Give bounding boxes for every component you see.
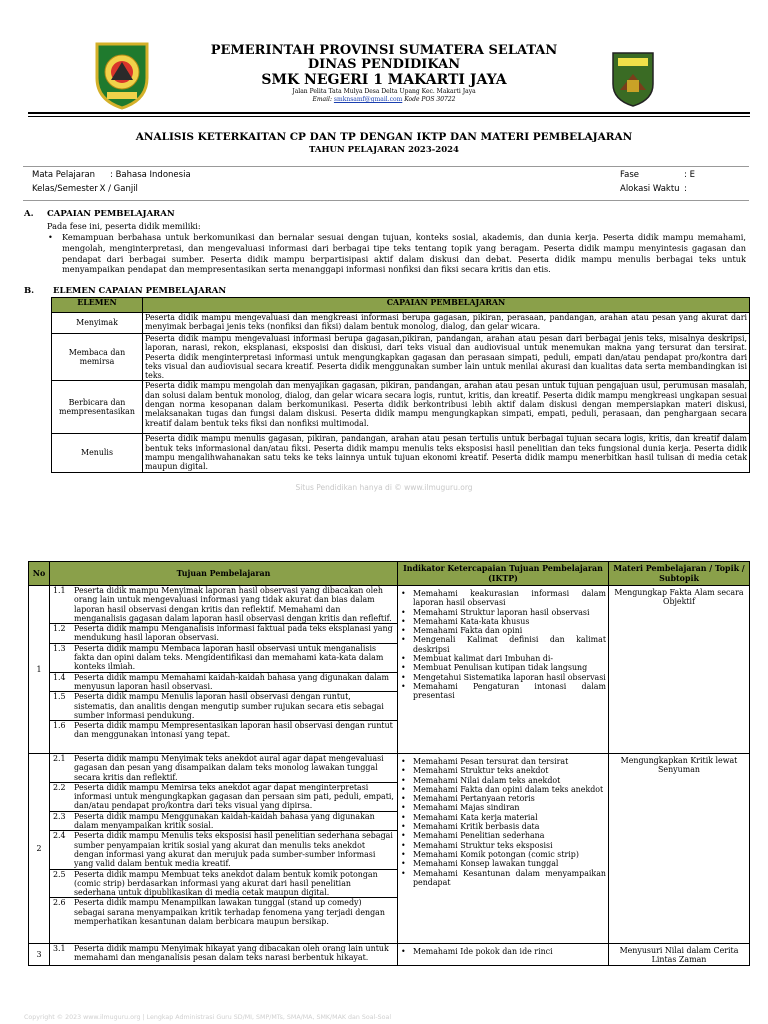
tp-number: 2.5 <box>53 869 66 879</box>
tp-item <box>50 831 397 869</box>
tp-number: 1.3 <box>53 643 66 653</box>
tp-text: Peserta didik mampu Menampilkan lawakan tunggal (stand up comedy) sebagai sarana menyampaikan kritik terhadap fenomena yang terjadi dengan memperhatikan kesantunan dalam berbicara maupun bersikap. <box>74 898 385 927</box>
fase-label: Fase <box>620 170 639 180</box>
table-row <box>52 434 750 472</box>
tp-item <box>50 673 397 693</box>
iktp-item: • Memahami Pesan tersurat dan tersirat <box>400 757 606 766</box>
table-row <box>29 944 750 966</box>
section-a-intro: Pada fese ini, peserta didik memiliki: <box>47 221 201 231</box>
iktp-item: • Memahami Fakta dan opini <box>400 626 606 635</box>
elemen-cell: Berbicara dan mempresentasikan <box>52 381 143 434</box>
tp-item <box>50 783 397 812</box>
tp-table <box>28 561 750 966</box>
tp-number: 2.4 <box>53 831 66 841</box>
fase-value: : E <box>684 170 695 180</box>
tp-cell <box>50 754 398 944</box>
alokasi-label: Alokasi Waktu <box>620 184 680 194</box>
table-row <box>29 754 750 944</box>
iktp-item: • Memahami Penelitian sederhana <box>400 831 606 840</box>
tp-text: Peserta didik mampu Membuat teks anekdot dalam bentuk komik potongan (comic strip) berdasarkan informasi yang akurat dari hasil penelitian sederhana untuk dipublikasikan di media cetak maupun digital. <box>74 869 378 898</box>
iktp-item: • Memahami Struktur teks eksposisi <box>400 841 606 850</box>
elemen-cell: Menyimak <box>52 313 143 334</box>
section-a-title: CAPAIAN PEMBELAJARAN <box>47 209 175 219</box>
iktp-item: • Memahami Kesantunan dalam menyampaikan pendapat <box>400 869 606 888</box>
tp-number: 2.1 <box>53 754 66 763</box>
elemen-cell: Membaca dan memirsa <box>52 334 143 381</box>
tp-item <box>50 898 397 926</box>
col-iktp: Indikator Ketercapaian Tujuan Pembelajaran (IKTP) <box>398 562 609 586</box>
iktp-item: • Membuat Penulisan kutipan tidak langsung <box>400 663 606 672</box>
tp-item <box>50 754 397 783</box>
tp-text: Peserta didik mampu Membaca laporan hasil observasi untuk menganalisis fakta dan opini dalam teks. Mengidentifikasi dan memahami kata-kata dalam konteks ilmiah. <box>74 643 384 672</box>
table-row <box>52 334 750 381</box>
col-no: No <box>29 562 50 586</box>
iktp-cell <box>398 586 609 754</box>
email-link[interactable]: smknsamf@gmail.com <box>333 96 403 103</box>
iktp-item: • Memahami Struktur teks anekdot <box>400 766 606 775</box>
section-a-letter: A. <box>24 209 34 219</box>
tp-number: 1.2 <box>53 624 66 634</box>
row-number: 3 <box>29 944 50 966</box>
tp-number: 1.6 <box>53 721 66 731</box>
mapel-value: : Bahasa Indonesia <box>110 170 191 180</box>
mapel-label: Mata Pelajaran <box>32 170 96 180</box>
capaian-cell: Peserta didik mampu mengevaluasi dan mengkreasi informasi berupa gagasan, pikiran, perasaan, pandangan, arahan atau pesan yang akurat dari menyimak berbagai jenis teks (nonfiksi dan fiksi) dalam bentuk monolog, dialog, dan gelar wicara. <box>143 313 750 334</box>
materi-cell: Mengungkapkan Kritik lewat Senyuman <box>609 754 750 944</box>
iktp-item: • Memahami Majas sindiran <box>400 803 606 812</box>
iktp-item: • Membuat kalimat dari Imbuhan di- <box>400 654 606 663</box>
iktp-item: • Memahami Konsep lawakan tunggal <box>400 859 606 868</box>
iktp-item: • Memahami Pertanyaan retoris <box>400 794 606 803</box>
tp-number: 1.5 <box>53 692 66 702</box>
tp-item <box>50 944 397 963</box>
tp-number: 1.1 <box>53 586 66 595</box>
kelas-value: : X / Ganjil <box>94 184 138 194</box>
tp-text: Peserta didik mampu Menggunakan kaidah-kaidah bahasa yang digunakan dalam menyampaikan kritik sosial. <box>74 811 375 831</box>
iktp-item: • Memahami Struktur laporan hasil observasi <box>400 608 606 617</box>
kop-contact: Email: smknsamf@gmail.com Kode POS 30722 <box>312 96 456 103</box>
col-capaian: CAPAIAN PEMBELAJARAN <box>143 298 750 313</box>
tp-item <box>50 624 397 644</box>
iktp-cell <box>398 944 609 966</box>
tp-text: Peserta didik mampu Menyimak teks anekdot aural agar dapat mengevaluasi gagasan dan pesan yang disampaikan dalam teks monolog lawakan tunggal secara kritis dan reflektif. <box>74 754 384 782</box>
tp-text: Peserta didik mampu Menyimak laporan hasil observasi yang dibacakan oleh orang lain untuk mengevaluasi informasi yang tidak akurat dan bias dalam laporan hasil observasi dengan kritis dan reflektif. Memahami dan menganalisis gagasan dalam laporan hasil observasi dengan kritis dan refleftif. <box>74 586 392 623</box>
kop-school-name: SMK NEGERI 1 MAKARTI JAYA <box>261 72 507 88</box>
row-number: 1 <box>29 586 50 754</box>
iktp-item: • Mengenali Kalimat definisi dan kalimat deskripsi <box>400 635 606 654</box>
alokasi-value: : <box>684 184 687 194</box>
tp-number: 2.6 <box>53 898 66 908</box>
tp-text: Peserta didik mampu Memahami kaidah-kaidah bahasa yang digunakan dalam menyusun laporan hasil observasi. <box>74 672 389 691</box>
iktp-item: • Memahami Komik potongan (comic strip) <box>400 850 606 859</box>
capaian-cell: Peserta didik mampu menulis gagasan, pikiran, pandangan, arahan atau pesan tertulis untuk berbagai tujuan secara logis, kritis, dan kreatif dalam bentuk teks informasional dan/atau fiksi. Peserta didik mampu menulis teks eksposisi hasil penelitian dan teks fungsional dunia kerja. Peserta didik mampu mengalihwahanakan satu teks ke teks lainnya untuk tujuan ekonomi kreatif. Peserta didik mampu menerbitkan hasil tulisan di media cetak maupun digital. <box>143 434 750 472</box>
section-b-letter: B. <box>24 286 35 296</box>
table-row <box>52 313 750 334</box>
col-elemen: ELEMEN <box>52 298 143 313</box>
tp-item <box>50 812 397 832</box>
footer: Copyright © 2023 www.ilmuguru.org | Lengkap Administrasi Guru SD/MI, SMP/MTs, SMA/MA, SMK/MAK dan Soal-Soal <box>24 1014 392 1021</box>
section-b-title: ELEMEN CAPAIAN PEMBELAJARAN <box>53 286 227 296</box>
kop-address: Jalan Pelita Tata Mulya Desa Delta Upang Kec. Makarti Jaya <box>292 88 476 95</box>
tp-text: Peserta didik mampu Menganalisis informasi faktual pada teks eksplanasi yang mendukung hasil laporan observasi. <box>74 624 393 643</box>
materi-cell: Mengungkap Fakta Alam secara Objektif <box>609 586 750 754</box>
tp-item <box>50 692 397 721</box>
tp-text: Peserta didik mampu Menulis laporan hasil observasi dengan runtut, sistematis, dan analitis dengan mengutip sumber rujukan secara etis sebagai sumber informasi pendukung. <box>74 692 384 720</box>
kop-rule-thin <box>28 116 750 117</box>
iktp-item: • Memahami Kata kerja material <box>400 813 606 822</box>
tp-number: 3.1 <box>53 944 66 953</box>
materi-cell: Menyusuri Nilai dalam Cerita Lintas Zaman <box>609 944 750 966</box>
table-row <box>29 586 750 754</box>
tp-cell <box>50 944 398 966</box>
section-a-bullet: • Kemampuan berbahasa untuk berkomunikasi dan bernalar sesuai dengan tujuan, konteks sosial, akademis, dan dunia kerja. Peserta didik mampu memahami, mengolah, menginterpretasi, dan mengevaluasi informasi dari berbagai tipe teks tentang topik yang beragam. Peserta didik mampu menyintesis gagasan dan pendapat dari berbagai sumber. Peserta didik mampu berpartisipasi aktif dalam diskusi dan debat. Peserta didik mampu menulis berbagai teks untuk menyampaikan pendapat dan mempresentasikan serta menanggapi informasi nonfiksi dan fiksi secara kritis dan etis. <box>48 232 746 275</box>
capaian-cell: Peserta didik mampu mengolah dan menyajikan gagasan, pikiran, pandangan, arahan atau pesan untuk tujuan pengajuan usul, perumusan masalah, dan solusi dalam bentuk monolog, dialog, dan gelar wicara secara logis, runtut, kritis, dan kreatif. Peserta didik mampu mengkreasi ungkapan sesuai dengan norma kesopanan dalam berkomunikasi. Peserta didik berkontribusi lebih aktif dalam diskusi dengan mempersiapkan materi diskusi, melaksanakan tugas dan fungsi dalam diskusi. Peserta didik mampu mengungkapkan simpati, empati, peduli, perasaan, dan penghargaan secara kreatif dalam bentuk teks fiksi dan nonfiksi multimodal. <box>143 381 750 434</box>
tp-text: Peserta didik mampu Mempresentasikan laporan hasil observasi dengan runtut dan menggunakan intonasi yang tepat. <box>74 721 393 740</box>
col-materi: Materi Pembelajaran / Topik / Subtopik <box>609 562 750 586</box>
row-number: 2 <box>29 754 50 944</box>
watermark: Situs Pendidikan hanya di © www.ilmuguru.org <box>295 483 473 492</box>
iktp-item: • Memahami Fakta dan opini dalam teks anekdot <box>400 785 606 794</box>
tp-number: 2.2 <box>53 782 66 792</box>
tp-text: Peserta didik mampu Memirsa teks anekdot agar dapat menginterpretasi informasi untuk mengungkapkan gagasan dan persaan sim pati, peduli, empati, dan/atau pendapat pro/kontra dari teks visual yang dipirsa. <box>74 782 394 811</box>
tp-text: Peserta didik mampu Menulis teks eksposisi hasil penelitian sederhana sebagai sumber penyampaian kritik sosial yang akurat dan menulis teks anekdot dengan informasi yang akurat dan merujuk pada sumber-sumber informasi yang valid dalam bentuk media kreatif. <box>74 831 393 869</box>
elemen-cell: Menulis <box>52 434 143 472</box>
kelas-label: Kelas/Semester <box>32 184 98 194</box>
table-row <box>52 381 750 434</box>
tp-cell <box>50 586 398 754</box>
elemen-table <box>51 297 750 473</box>
tp-number: 2.3 <box>53 811 66 821</box>
tp-item <box>50 586 397 624</box>
tp-item <box>50 721 397 740</box>
iktp-item: • Memahami Nilai dalam teks anekdot <box>400 776 606 785</box>
iktp-cell <box>398 754 609 944</box>
iktp-item: • Mengetahui Sistematika laporan hasil observasi <box>400 673 606 682</box>
tp-number: 1.4 <box>53 672 66 682</box>
document-title: ANALISIS KETERKAITAN CP DAN TP DENGAN IKTP DAN MATERI PEMBELAJARAN <box>135 131 633 143</box>
tp-text: Peserta didik mampu Menyimak hikayat yang dibacakan oleh orang lain untuk memahami dan menganalisis pesan dalam teks narasi berbentuk hikayat. <box>74 944 389 963</box>
capaian-cell: Peserta didik mampu mengevaluasi informasi berupa gagasan,pikiran, pandangan, arahan atau pesan dari berbagai jenis teks, misalnya deskripsi, laporan, narasi, rekon, eksplanasi, eksposisi dan diskusi, dari teks visual dan audiovisual untuk menemukan makna yang tersurat dan tersirat. Peserta didik menginterpretasi informasi untuk mengungkapkan gagasan dan perasaan simpati, peduli, empati dan/atau pendapat pro/kontra dari teks visual dan audiovisual secara kreatif. Peserta didik menggunakan sumber lain untuk menilai akurasi dan kualitas data serta membandingkan isi teks. <box>143 334 750 381</box>
kop-rule-thick <box>28 112 750 114</box>
tp-item <box>50 644 397 673</box>
kop-dinas: DINAS PENDIDIKAN <box>307 57 461 72</box>
document-year: TAHUN PELAJARAN 2023-2024 <box>309 145 459 155</box>
iktp-item: • Memahami Pengaturan intonasi dalam presentasi <box>400 682 606 701</box>
iktp-item: • Memahami Ide pokok dan ide rinci <box>400 947 606 956</box>
col-tp: Tujuan Pembelajaran <box>50 562 398 586</box>
iktp-item: • Memahami Kritik berbasis data <box>400 822 606 831</box>
iktp-item: • Memahami Kata-kata khusus <box>400 617 606 626</box>
kop-pemerintah: PEMERINTAH PROVINSI SUMATERA SELATAN <box>210 43 558 58</box>
tp-item <box>50 870 397 899</box>
iktp-item: • Memahami keakurasian informasi dalam laporan hasil observasi <box>400 589 606 608</box>
